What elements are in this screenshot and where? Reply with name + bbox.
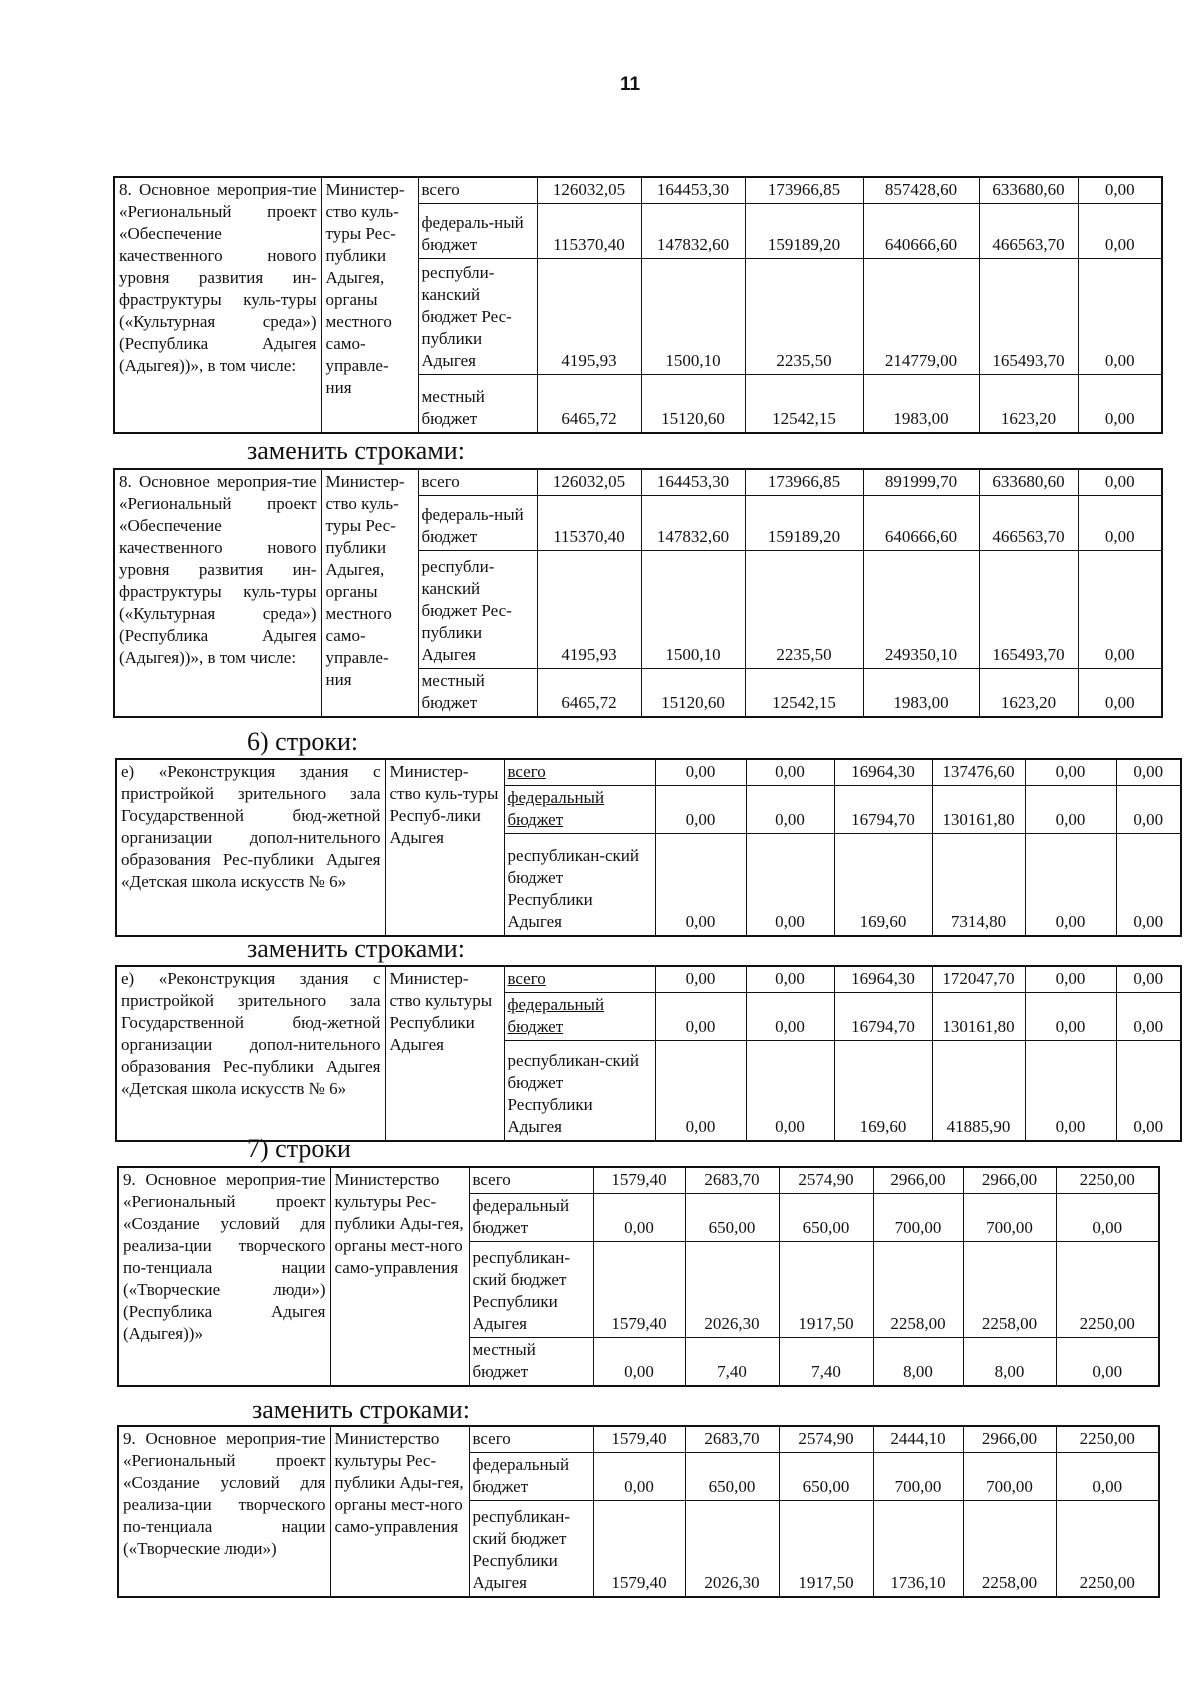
amount-cell: 0,00 [655,786,746,834]
heading-replace-3: заменить строками: [252,1395,470,1424]
measure-description: 9. Основное мероприя-тие «Региональный проект «Создание условий для реализа-ции творческого по-тенциала нации («Творческие люди») [118,1426,330,1597]
funding-source [504,786,655,834]
responsible-executor: Министерство культуры Рес-публики Ады-гея, органы мест-ного само-управления [330,1426,469,1597]
amount-cell: 0,00 [593,1338,685,1387]
amount-cell: 0,00 [1078,469,1162,496]
amount-cell: 0,00 [746,966,834,993]
funding-source [504,966,655,993]
funding-source [504,834,655,936]
amount-cell: 1579,40 [593,1501,685,1597]
responsible-executor: Министер-ство культуры Республики Адыгея [385,966,504,1141]
responsible-executor: Министер-ство куль-туры Рес-публики Адыгея, органы местного само-управле-ния [321,469,418,717]
amount-cell: 0,00 [655,759,746,786]
funding-source-label: республикан-ский бюджет Республики Адыгея [507,845,640,931]
funding-source-label: федеральный бюджет [472,1455,570,1496]
funding-source [418,669,537,718]
amount-cell: 1917,50 [779,1501,873,1597]
amount-cell: 700,00 [963,1194,1056,1242]
amount-cell: 16964,30 [834,966,932,993]
amount-cell: 159189,20 [745,204,863,259]
amount-cell: 115370,40 [537,204,641,259]
amount-cell: 633680,60 [979,177,1078,204]
funding-source [469,1338,593,1387]
table-row [116,759,1181,786]
amount-cell: 0,00 [1025,834,1116,936]
funding-source [418,496,537,551]
funding-source [504,1041,655,1141]
table-item-e-new [115,965,1182,1142]
amount-cell: 6465,72 [537,669,641,718]
amount-cell: 1917,50 [779,1242,873,1338]
amount-cell: 2574,90 [779,1426,873,1453]
amount-cell: 0,00 [746,786,834,834]
amount-cell: 126032,05 [537,177,641,204]
amount-cell: 0,00 [1025,1041,1116,1141]
table-row [114,469,1162,496]
amount-cell: 214779,00 [863,259,979,375]
measure-description: 8. Основное мероприя-тие «Региональный проект «Обеспечение качественного нового уровня развития ин-фраструктуры куль-туры («Культурная среда») (Республика Адыгея (Адыгея))», в том числе: [114,177,321,433]
funding-source-label: республи-канский бюджет Рес-публики Адыгея [421,557,512,664]
amount-cell: 2258,00 [963,1501,1056,1597]
amount-cell: 165493,70 [979,551,1078,669]
measure-description: е) «Реконструкция здания с пристройкой зрительного зала Государственной бюд-жетной организации допол-нительного образования Рес-публики Адыгея «Детская школа искусств № 6» [116,759,385,936]
funding-source-label: местный бюджет [472,1340,536,1381]
amount-cell: 169,60 [834,834,932,936]
amount-cell: 16964,30 [834,759,932,786]
funding-source [418,469,537,496]
amount-cell: 16794,70 [834,786,932,834]
amount-cell: 0,00 [655,1041,746,1141]
amount-cell: 650,00 [779,1194,873,1242]
table-row [114,177,1162,204]
funding-source [418,551,537,669]
funding-source [469,1242,593,1338]
amount-cell: 130161,80 [932,993,1025,1041]
amount-cell: 0,00 [746,834,834,936]
amount-cell: 0,00 [1078,551,1162,669]
table-row [118,1426,1159,1453]
amount-cell: 159189,20 [745,496,863,551]
amount-cell: 700,00 [873,1453,963,1501]
funding-source-label: федеральный бюджет [472,1196,570,1237]
table-measure-9-new [117,1425,1160,1598]
amount-cell: 2444,10 [873,1426,963,1453]
amount-cell: 0,00 [1078,177,1162,204]
responsible-executor: Министерство культуры Рес-публики Ады-гея, органы мест-ного само-управления [330,1167,469,1386]
amount-cell: 0,00 [1025,993,1116,1041]
amount-cell: 640666,60 [863,204,979,259]
funding-source [418,259,537,375]
amount-cell: 164453,30 [641,469,745,496]
amount-cell: 249350,10 [863,551,979,669]
funding-source-label: республикан-ский бюджет Республики Адыгея [507,1050,640,1136]
amount-cell: 126032,05 [537,469,641,496]
amount-cell: 0,00 [655,966,746,993]
amount-cell: 164453,30 [641,177,745,204]
funding-source [469,1501,593,1597]
amount-cell: 0,00 [1078,669,1162,718]
amount-cell: 0,00 [1056,1338,1159,1387]
heading-item-7: 7) строки [247,1134,351,1163]
funding-source [469,1426,593,1453]
funding-source-label: всего [472,1429,511,1448]
heading-replace-2: заменить строками: [247,934,465,963]
amount-cell: 12542,15 [745,669,863,718]
amount-cell: 0,00 [746,993,834,1041]
measure-description: 8. Основное мероприя-тие «Региональный проект «Обеспечение качественного нового уровня развития ин-фраструктуры куль-туры («Культурная среда») (Республика Адыгея (Адыгея))», в том числе: [114,469,321,717]
table-item-e-old [115,758,1182,937]
funding-source-label: республикан-ский бюджет Республики Адыгея [472,1248,571,1333]
amount-cell: 633680,60 [979,469,1078,496]
funding-source-label: всего [507,762,546,781]
amount-cell: 12542,15 [745,375,863,433]
amount-cell: 0,00 [655,993,746,1041]
amount-cell: 173966,85 [745,177,863,204]
amount-cell: 0,00 [1025,966,1116,993]
funding-source [418,177,537,204]
table-measure-8-new [113,468,1163,718]
amount-cell: 8,00 [963,1338,1056,1387]
amount-cell: 0,00 [1078,496,1162,551]
funding-source-label: местный бюджет [421,671,485,712]
funding-source-label: федеральный бюджет [507,995,605,1036]
amount-cell: 1579,40 [593,1167,685,1194]
amount-cell: 1983,00 [863,669,979,718]
amount-cell: 0,00 [593,1194,685,1242]
funding-source [418,204,537,259]
amount-cell: 0,00 [1078,375,1162,433]
heading-replace-1: заменить строками: [247,436,465,465]
amount-cell: 2250,00 [1056,1167,1159,1194]
amount-cell: 0,00 [1116,1041,1181,1141]
amount-cell: 700,00 [963,1453,1056,1501]
amount-cell: 650,00 [685,1453,779,1501]
funding-source-label: республи-канский бюджет Рес-публики Адыгея [421,263,512,370]
amount-cell: 466563,70 [979,496,1078,551]
amount-cell: 15120,60 [641,375,745,433]
amount-cell: 169,60 [834,1041,932,1141]
funding-source [418,375,537,433]
amount-cell: 0,00 [1116,759,1181,786]
amount-cell: 0,00 [1116,786,1181,834]
amount-cell: 2026,30 [685,1501,779,1597]
amount-cell: 1736,10 [873,1501,963,1597]
amount-cell: 0,00 [1056,1453,1159,1501]
amount-cell: 0,00 [1116,834,1181,936]
funding-source-label: республикан-ский бюджет Республики Адыгея [472,1506,571,1592]
amount-cell: 650,00 [685,1194,779,1242]
amount-cell: 1579,40 [593,1242,685,1338]
funding-source-label: всего [507,969,546,988]
funding-source-label: всего [421,180,460,199]
amount-cell: 0,00 [1025,786,1116,834]
amount-cell: 16794,70 [834,993,932,1041]
amount-cell: 130161,80 [932,786,1025,834]
amount-cell: 147832,60 [641,496,745,551]
amount-cell: 2250,00 [1056,1426,1159,1453]
amount-cell: 2258,00 [963,1242,1056,1338]
amount-cell: 4195,93 [537,259,641,375]
amount-cell: 115370,40 [537,496,641,551]
amount-cell: 2683,70 [685,1426,779,1453]
amount-cell: 7,40 [685,1338,779,1387]
amount-cell: 1500,10 [641,551,745,669]
amount-cell: 1983,00 [863,375,979,433]
heading-item-6: 6) строки: [247,727,359,756]
amount-cell: 41885,90 [932,1041,1025,1141]
amount-cell: 7,40 [779,1338,873,1387]
amount-cell: 0,00 [1025,759,1116,786]
funding-source [469,1194,593,1242]
amount-cell: 2966,00 [963,1167,1056,1194]
amount-cell: 2026,30 [685,1242,779,1338]
table-row [118,1167,1159,1194]
funding-source-label: всего [421,472,460,491]
funding-source [469,1453,593,1501]
amount-cell: 173966,85 [745,469,863,496]
amount-cell: 0,00 [1078,259,1162,375]
amount-cell: 6465,72 [537,375,641,433]
amount-cell: 2235,50 [745,551,863,669]
amount-cell: 2250,00 [1056,1242,1159,1338]
funding-source-label: местный бюджет [421,386,485,428]
amount-cell: 466563,70 [979,204,1078,259]
amount-cell: 0,00 [1116,993,1181,1041]
amount-cell: 0,00 [746,759,834,786]
amount-cell: 0,00 [746,1041,834,1141]
funding-source-label: федераль-ный бюджет [421,213,524,254]
funding-source-label: федеральный бюджет [507,788,605,829]
measure-description: 9. Основное мероприя-тие «Региональный проект «Создание условий для реализа-ции творческого по-тенциала нации («Творческие люди») (Республика Адыгея (Адыгея))» [118,1167,330,1386]
amount-cell: 650,00 [779,1453,873,1501]
amount-cell: 2250,00 [1056,1501,1159,1597]
funding-source [504,759,655,786]
amount-cell: 2574,90 [779,1167,873,1194]
amount-cell: 857428,60 [863,177,979,204]
amount-cell: 0,00 [655,834,746,936]
amount-cell: 137476,60 [932,759,1025,786]
funding-source-label: федераль-ный бюджет [421,505,524,546]
amount-cell: 0,00 [593,1453,685,1501]
funding-source [504,993,655,1041]
amount-cell: 1623,20 [979,669,1078,718]
funding-source [469,1167,593,1194]
table-measure-9-old [117,1166,1160,1387]
amount-cell: 700,00 [873,1194,963,1242]
amount-cell: 0,00 [1078,204,1162,259]
amount-cell: 891999,70 [863,469,979,496]
amount-cell: 2966,00 [963,1426,1056,1453]
responsible-executor: Министер-ство куль-туры Респуб-лики Адыгея [385,759,504,936]
amount-cell: 8,00 [873,1338,963,1387]
amount-cell: 147832,60 [641,204,745,259]
amount-cell: 2258,00 [873,1242,963,1338]
amount-cell: 15120,60 [641,669,745,718]
table-measure-8-old [113,176,1163,434]
amount-cell: 172047,70 [932,966,1025,993]
amount-cell: 1623,20 [979,375,1078,433]
amount-cell: 7314,80 [932,834,1025,936]
table-row [116,966,1181,993]
measure-description: е) «Реконструкция здания с пристройкой зрительного зала Государственной бюд-жетной организации допол-нительного образования Рес-публики Адыгея «Детская школа искусств № 6» [116,966,385,1141]
amount-cell: 2683,70 [685,1167,779,1194]
amount-cell: 1500,10 [641,259,745,375]
amount-cell: 2235,50 [745,259,863,375]
amount-cell: 0,00 [1056,1194,1159,1242]
responsible-executor: Министер-ство куль-туры Рес-публики Адыгея, органы местного само-управле-ния [321,177,418,433]
amount-cell: 165493,70 [979,259,1078,375]
funding-source-label: всего [472,1170,511,1189]
amount-cell: 1579,40 [593,1426,685,1453]
amount-cell: 2966,00 [873,1167,963,1194]
page-number: 11 [619,74,641,95]
amount-cell: 0,00 [1116,966,1181,993]
amount-cell: 4195,93 [537,551,641,669]
amount-cell: 640666,60 [863,496,979,551]
